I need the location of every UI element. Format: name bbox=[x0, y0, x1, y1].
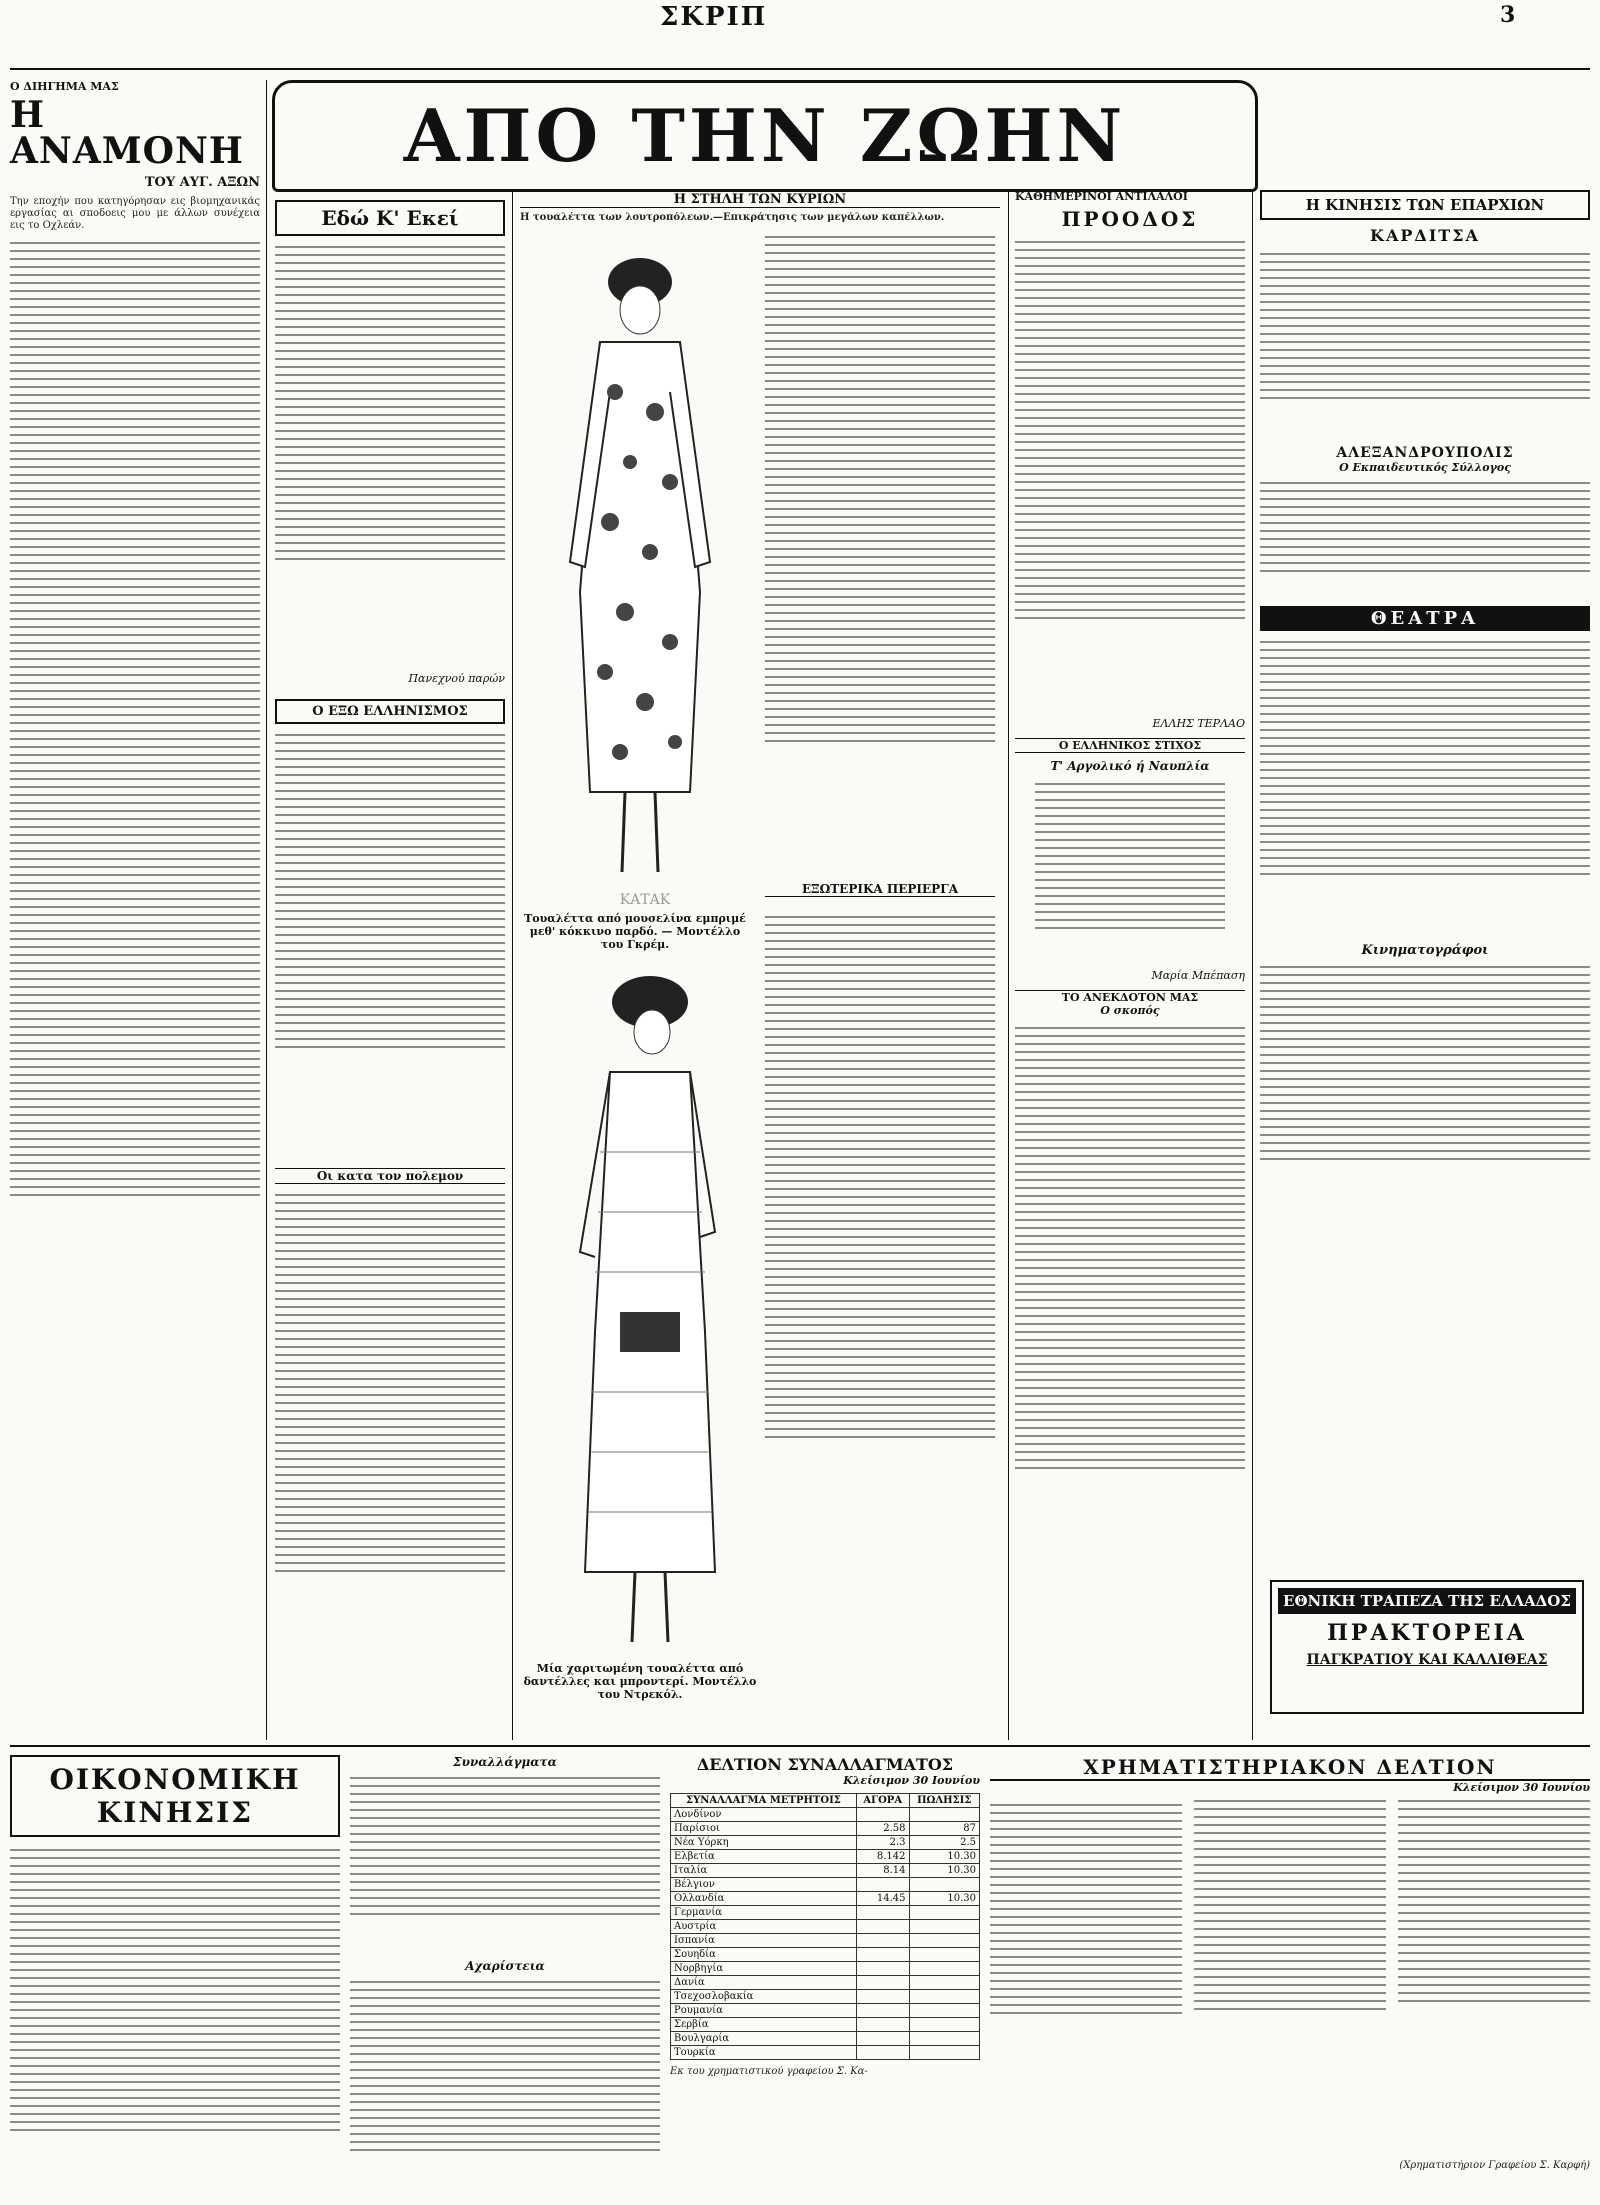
fx-row bbox=[671, 2046, 980, 2060]
fx-currency-cell: Παρίσιοι bbox=[671, 1822, 857, 1836]
fx-row bbox=[671, 1948, 980, 1962]
fx-currency-cell: Ρουμανία bbox=[671, 2004, 857, 2018]
fx-row bbox=[671, 1934, 980, 1948]
fx-footer: Εκ του χρηματιστικού γραφείου Σ. Κα- bbox=[670, 2066, 868, 2077]
alexandroupolis-body bbox=[1260, 478, 1590, 598]
agency-label: ΠΡΑΚΤΟΡΕΙΑ bbox=[1327, 1620, 1527, 1646]
story-title: Η ΑΝΑΜΟΝΗ bbox=[10, 94, 244, 172]
newspaper-name: ΣΚΡΙΠ bbox=[660, 2, 768, 32]
bank-name: ΕΘΝΙΚΗ ΤΡΑΠΕΖΑ ΤΗΣ ΕΛΛΑΔΟΣ bbox=[1278, 1588, 1576, 1614]
exo-subheading: Οι κατα τον πολεμον bbox=[275, 1168, 505, 1184]
anecdote-subheading: ΤΟ ΑΝΕΚΔΟΤΟΝ ΜΑΣ bbox=[1015, 990, 1245, 1004]
fx-table bbox=[670, 1793, 980, 2060]
city-karditsa: ΚΑΡΔΙΤΣΑ bbox=[1370, 226, 1480, 245]
fx-sell-cell: 10.30 bbox=[909, 1864, 980, 1878]
fx-currency-cell: Λονδίνον bbox=[671, 1808, 857, 1822]
fx-row bbox=[671, 1808, 980, 1822]
stock-heading: ΧΡΗΜΑΤΙΣΤΗΡΙΑΚΟΝ ΔΕΛΤΙΟΝ bbox=[990, 1755, 1590, 1781]
theatre-listings bbox=[1260, 637, 1590, 937]
fx-sell-cell: 10.30 bbox=[909, 1850, 980, 1864]
fx-buy-cell bbox=[856, 2046, 909, 2060]
fx-buy-cell: 8.142 bbox=[856, 1850, 909, 1864]
bank-advertisement bbox=[1270, 1580, 1584, 1714]
fx-currency-cell: Ολλανδία bbox=[671, 1892, 857, 1906]
economic-heading: ΟΙΚΟΝΟΜΙΚΗ ΚΙΝΗΣΙΣ bbox=[10, 1755, 340, 1837]
progress-column bbox=[1015, 190, 1245, 1740]
fx-currency-cell: Νορβηγία bbox=[671, 1962, 857, 1976]
exchange-notes-column bbox=[350, 1755, 660, 2195]
fx-buy-cell: 2.3 bbox=[856, 1836, 909, 1850]
story-body bbox=[10, 238, 260, 1738]
economic-column bbox=[10, 1755, 340, 2195]
fx-buy-cell bbox=[856, 1808, 909, 1822]
fashion-body-2 bbox=[765, 912, 995, 1602]
fx-sell-cell bbox=[909, 2004, 980, 2018]
poem-title: Τ' Αργολικό ή Ναυπλία bbox=[1050, 759, 1210, 773]
illustration-note: ΚΑΤΑΚ bbox=[619, 892, 671, 908]
fx-currency-cell: Σερβία bbox=[671, 2018, 857, 2032]
fx-sell-cell bbox=[909, 1962, 980, 1976]
edo-body bbox=[275, 242, 505, 672]
progress-body bbox=[1015, 237, 1245, 717]
story-kicker: Ο ΔΙΗΓΗΜΑ ΜΑΣ bbox=[10, 80, 119, 93]
fx-row bbox=[671, 1906, 980, 1920]
fx-row bbox=[671, 1836, 980, 1850]
fx-row bbox=[671, 1962, 980, 1976]
story-column bbox=[10, 80, 260, 1740]
stock-footer: (Χρηματιστήριον Γραφείου Σ. Καρφή) bbox=[1399, 2160, 1590, 2171]
fx-sell-cell: 87 bbox=[909, 1822, 980, 1836]
fx-date: Κλείσιμον 30 Ιουνίου bbox=[843, 1774, 980, 1787]
provinces-column bbox=[1260, 190, 1590, 1740]
page-number: 3 bbox=[1500, 2, 1516, 28]
fx-row bbox=[671, 2018, 980, 2032]
fashion-column bbox=[520, 192, 1000, 1740]
cinema-heading: Κινηματογράφοι bbox=[1361, 943, 1489, 958]
fx-buy-cell bbox=[856, 1920, 909, 1934]
finance-rule bbox=[10, 1745, 1590, 1747]
fx-col-buy: ΑΓΟΡΑ bbox=[856, 1794, 909, 1808]
exo-body-2 bbox=[275, 1190, 505, 1710]
exchange-subheading: Συναλλάγματα bbox=[453, 1755, 557, 1769]
fx-sell-cell bbox=[909, 1920, 980, 1934]
fx-heading: ΔΕΛΤΙΟΝ ΣΥΝΑΛΛΑΓΜΑΤΟΣ bbox=[696, 1755, 954, 1774]
fx-currency-cell: Βέλγιον bbox=[671, 1878, 857, 1892]
theatre-heading: ΘΕΑΤΡΑ bbox=[1260, 606, 1590, 631]
fx-buy-cell: 8.14 bbox=[856, 1864, 909, 1878]
fx-currency-cell: Ισπανία bbox=[671, 1934, 857, 1948]
fx-buy-cell bbox=[856, 1934, 909, 1948]
poetry-subheading: Ο ΕΛΛΗΝΙΚΟΣ ΣΤΙΧΟΣ bbox=[1015, 738, 1245, 753]
fx-row bbox=[671, 1850, 980, 1864]
column-rule bbox=[512, 190, 513, 1740]
edo-heading: Εδώ Κ' Εκεί bbox=[275, 200, 505, 236]
fx-bulletin bbox=[670, 1755, 980, 2195]
fx-sell-cell bbox=[909, 1808, 980, 1822]
fashion-caption-1: Τουαλέττα από μουσελίνα εμπριμέ μεθ' κόκκινο παρδό. — Μοντέλλο του Γκρέμ. bbox=[524, 912, 746, 951]
fx-currency-cell: Δανία bbox=[671, 1976, 857, 1990]
fashion-caption-2: Μία χαριτωμένη τουαλέττα από δαντέλλες και μπροντερί. Μοντέλλο του Ντρεκόλ. bbox=[523, 1662, 757, 1701]
stock-notes-body bbox=[350, 1977, 660, 2197]
fx-buy-cell bbox=[856, 1990, 909, 2004]
fx-buy-cell bbox=[856, 2018, 909, 2032]
fx-buy-cell bbox=[856, 1948, 909, 1962]
fx-row bbox=[671, 1976, 980, 1990]
progress-signature: ΕΛΛΗΣ ΤΕΡΛΑΟ bbox=[1152, 717, 1245, 730]
anecdote-title: Ο σκοπός bbox=[1100, 1004, 1160, 1017]
fx-sell-cell bbox=[909, 1976, 980, 1990]
fx-buy-cell bbox=[856, 1878, 909, 1892]
fx-currency-cell: Αυστρία bbox=[671, 1920, 857, 1934]
progress-heading: ΠΡΟΟΔΟΣ bbox=[1061, 207, 1199, 231]
column-rule bbox=[1252, 190, 1253, 1740]
fx-sell-cell: 10.30 bbox=[909, 1892, 980, 1906]
fx-sell-cell bbox=[909, 1906, 980, 1920]
economic-body bbox=[10, 1845, 340, 2205]
edo-signature: Πανεχνού παρών bbox=[408, 672, 505, 685]
fashion-heading: Η ΣΤΗΛΗ ΤΩΝ ΚΥΡΙΩΝ bbox=[520, 192, 1000, 208]
fx-sell-cell bbox=[909, 1948, 980, 1962]
fx-row bbox=[671, 1920, 980, 1934]
exo-body bbox=[275, 730, 505, 1160]
fashion-subheading: ΕΞΩΤΕΡΙΚΑ ΠΕΡΙΕΡΓΑ bbox=[765, 882, 995, 897]
fx-row bbox=[671, 1878, 980, 1892]
fx-buy-cell bbox=[856, 1962, 909, 1976]
anecdote-body bbox=[1015, 1023, 1245, 1583]
fashion-lead: Η τουαλέττα των λουτροπόλεων.—Επικράτησις των μεγάλων καπέλλων. bbox=[520, 212, 945, 223]
stock-listings bbox=[990, 1800, 1590, 2160]
fx-row bbox=[671, 1892, 980, 1906]
alexandroupolis-subheading: Ο Εκπαιδευτικός Σύλλογος bbox=[1339, 461, 1511, 474]
fx-buy-cell bbox=[856, 2032, 909, 2046]
poem-body bbox=[1015, 779, 1245, 969]
fx-sell-cell bbox=[909, 1878, 980, 1892]
progress-kicker: ΚΑΘΗΜΕΡΙΝΟΙ ΑΝΤΙΛΑΛΟΙ bbox=[1015, 190, 1188, 203]
fx-currency-cell: Νέα Υόρκη bbox=[671, 1836, 857, 1850]
exchange-notes-body bbox=[350, 1773, 660, 1953]
fx-row bbox=[671, 1822, 980, 1836]
column-edo bbox=[275, 200, 505, 1740]
exo-heading: Ο ΕΞΩ ΕΛΛΗΝΙΣΜΟΣ bbox=[275, 699, 505, 724]
story-opening: Την εποχήν που κατηγόρησαν εις βιομηχανικάς εργασίας αι σποδοεις μου με άλλων συνέχεια εις το Οχλεάν. bbox=[10, 196, 260, 231]
stock-date: Κλείσιμον 30 Ιουνίου bbox=[1453, 1781, 1590, 1794]
fx-row bbox=[671, 1990, 980, 2004]
stock-bulletin bbox=[990, 1755, 1590, 2195]
agency-address: ΠΑΓΚΡΑΤΙΟΥ ΚΑΙ ΚΑΛΛΙΘΕΑΣ bbox=[1306, 1652, 1548, 1668]
fx-row bbox=[671, 2004, 980, 2018]
fx-sell-cell bbox=[909, 1934, 980, 1948]
fx-currency-cell: Τσεχοσλοβακία bbox=[671, 1990, 857, 2004]
fx-buy-cell bbox=[856, 2004, 909, 2018]
column-rule bbox=[266, 80, 267, 1740]
fashion-illustration-1 bbox=[530, 232, 750, 892]
fx-currency-cell: Βουλγαρία bbox=[671, 2032, 857, 2046]
provinces-heading: Η ΚΙΝΗΣΙΣ ΤΩΝ ΕΠΑΡΧΙΩΝ bbox=[1260, 190, 1590, 220]
fx-currency-cell: Ιταλία bbox=[671, 1864, 857, 1878]
fashion-body-1 bbox=[765, 232, 995, 872]
fx-sell-cell: 2.5 bbox=[909, 1836, 980, 1850]
fx-buy-cell bbox=[856, 1906, 909, 1920]
fx-currency-cell: Τουρκία bbox=[671, 2046, 857, 2060]
top-rule bbox=[10, 68, 1590, 70]
fx-currency-cell: Σουηδία bbox=[671, 1948, 857, 1962]
karditsa-body bbox=[1260, 249, 1590, 439]
city-alexandroupolis: ΑΛΕΞΑΝΔΡΟΥΠΟΛΙΣ bbox=[1336, 445, 1514, 461]
stock-notes-subheading: Αχαρίστεια bbox=[465, 1959, 545, 1973]
poem-signature: Μαρία Μπέπαση bbox=[1151, 969, 1245, 982]
story-byline: ΤΟΥ ΑΥΓ. ΑΞΩΝ bbox=[144, 175, 260, 190]
fx-col-sell: ΠΩΛΗΣΙΣ bbox=[909, 1794, 980, 1808]
column-rule bbox=[1008, 190, 1009, 1740]
fx-table-body bbox=[671, 1808, 980, 2060]
fx-sell-cell bbox=[909, 2046, 980, 2060]
fx-sell-cell bbox=[909, 1990, 980, 2004]
fx-row bbox=[671, 1864, 980, 1878]
fx-currency-cell: Γερμανία bbox=[671, 1906, 857, 1920]
fx-buy-cell: 14.45 bbox=[856, 1892, 909, 1906]
fashion-illustration-2 bbox=[540, 952, 760, 1652]
fx-buy-cell: 2.58 bbox=[856, 1822, 909, 1836]
fx-currency-cell: Ελβετία bbox=[671, 1850, 857, 1864]
fx-sell-cell bbox=[909, 2018, 980, 2032]
fx-buy-cell bbox=[856, 1976, 909, 1990]
fx-sell-cell bbox=[909, 2032, 980, 2046]
fx-col-currency: ΣΥΝΑΛΛΑΓΜΑ ΜΕΤΡΗΤΟΙΣ bbox=[671, 1794, 857, 1808]
cinema-listings bbox=[1260, 962, 1590, 1212]
section-banner: ΑΠΟ ΤΗΝ ΖΩΗΝ bbox=[272, 80, 1258, 192]
fx-row bbox=[671, 2032, 980, 2046]
masthead bbox=[0, 0, 1600, 40]
